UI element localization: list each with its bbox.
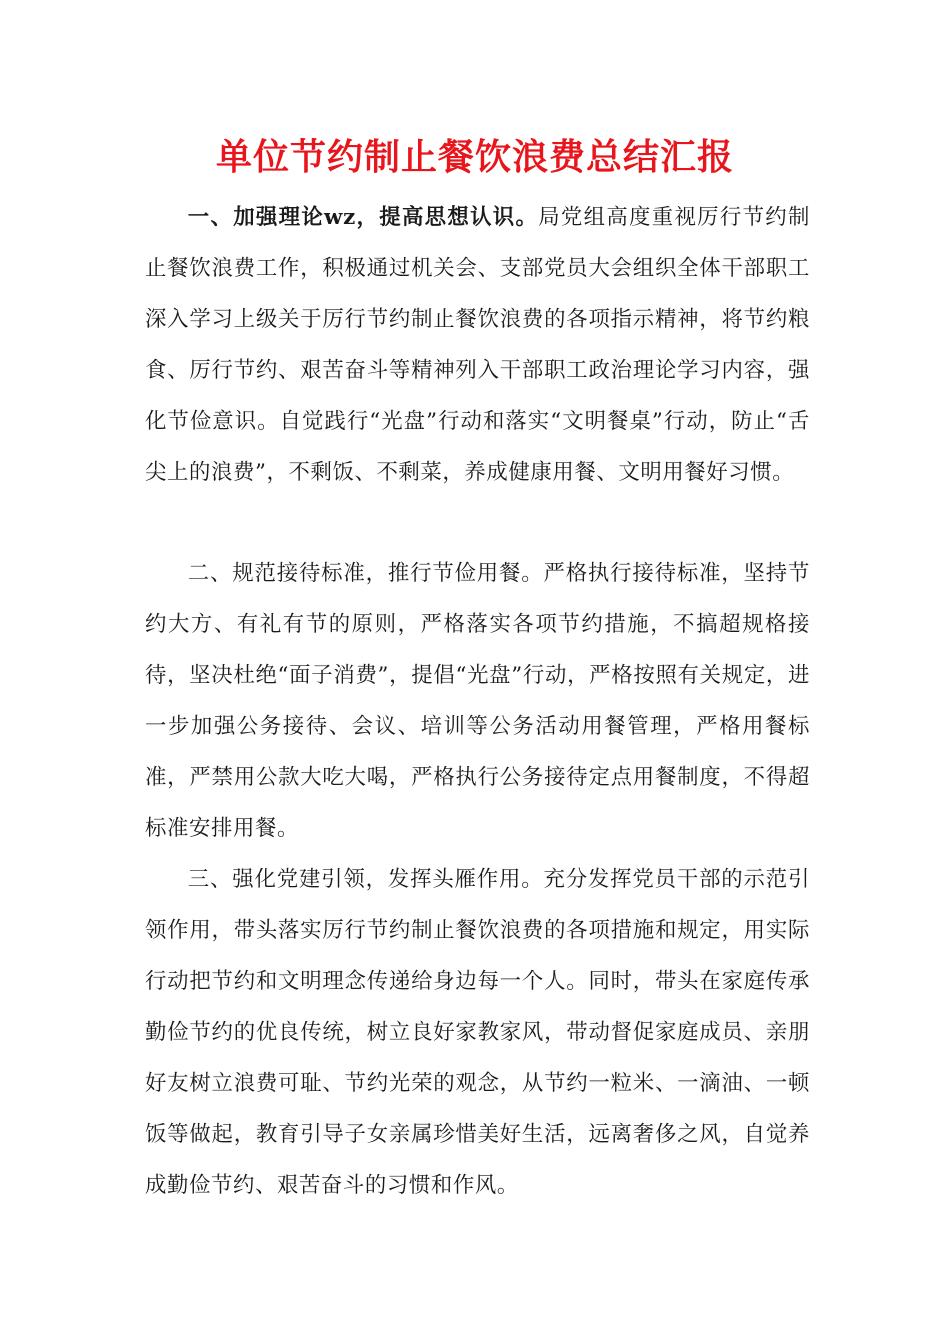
paragraph-1-body: 局党组高度重视厉行节约制止餐饮浪费工作，积极通过机关会、支部党员大会组织全体干部职工深入学习上级关于厉行节约制止餐饮浪费的各项指示精神，将节约粮食、厉行节约、艰苦奋斗等精神列入干部职工政治理论学习内容，强化节俭意识。自觉践行“光盘”行动和落实“文明餐桌”行动，防止“舌尖上的浪费”，不剩饭、不剩菜，养成健康用餐、文明用餐好习惯。 — [145, 205, 810, 485]
paragraph-1-lead: 一、加强理论wz，提高思想认识。 — [187, 205, 539, 230]
paragraph-2 — [145, 548, 810, 854]
paragraph-2-body: 二、规范接待标准，推行节俭用餐。严格执行接待标准，坚持节约大方、有礼有节的原则，严格落实各项节约措施，不搞超规格接待，坚决杜绝“面子消费”，提倡“光盘”行动，严格按照有关规定，进一步加强公务接待、会议、培训等公务活动用餐管理，严格用餐标准，严禁用公款大吃大喝，严格执行公务接待定点用餐制度，不得超标准安排用餐。 — [145, 561, 810, 841]
document-title: 单位节约制止餐饮浪费总结汇报 — [215, 136, 734, 178]
paragraph-3-body: 三、强化党建引领，发挥头雁作用。充分发挥党员干部的示范引领作用，带头落实厉行节约制止餐饮浪费的各项措施和规定，用实际行动把节约和文明理念传递给身边每一个人。同时，带头在家庭传承勤俭节约的优良传统，树立良好家教家风，带动督促家庭成员、亲朋好友树立浪费可耻、节约光荣的观念，从节约一粒米、一滴油、一顿饭等做起，教育引导子女亲属珍惜美好生活，远离奢侈之风，自觉养成勤俭节约、艰苦奋斗的习惯和作风。 — [145, 867, 810, 1198]
paragraph-1 — [145, 192, 810, 498]
paragraph-3 — [145, 854, 810, 1211]
